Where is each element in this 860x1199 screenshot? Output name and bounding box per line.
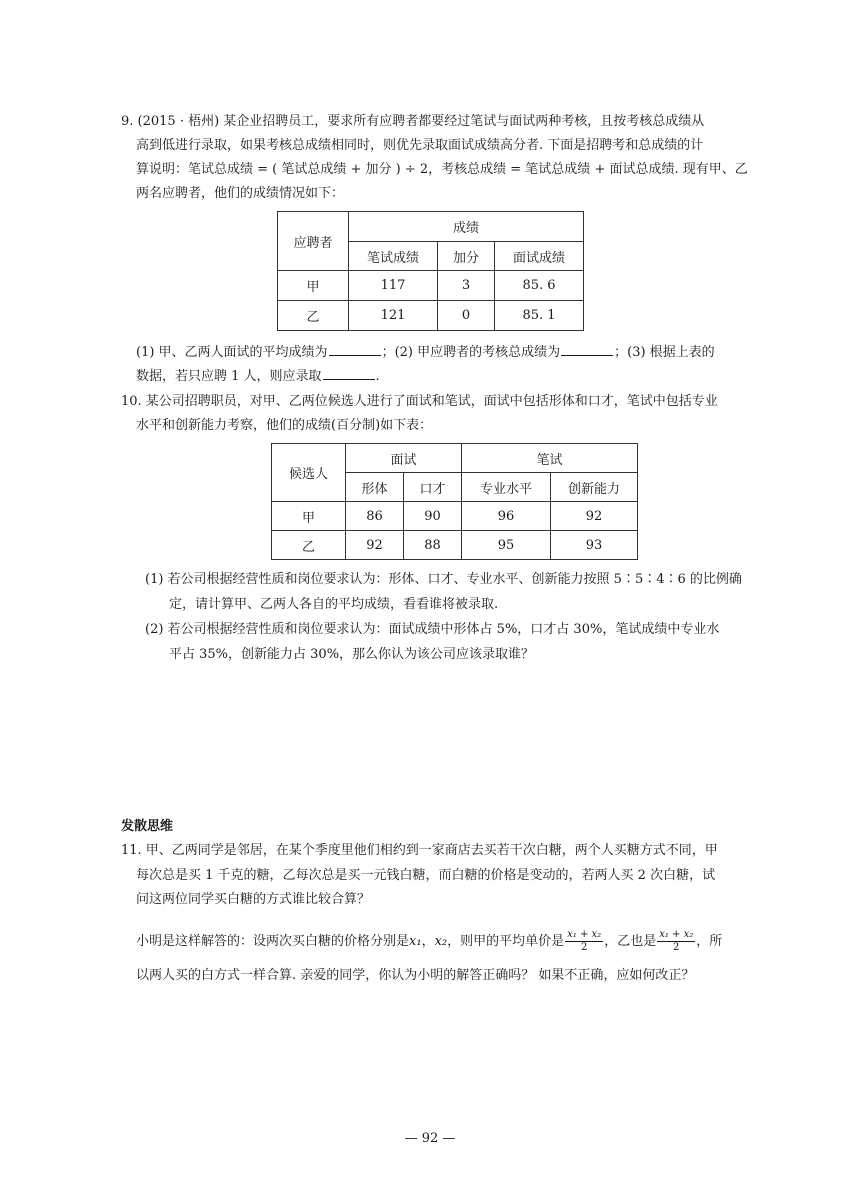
table-row xyxy=(278,271,584,301)
answer-text: ，所 xyxy=(696,934,723,949)
q10-cell-professional: 95 xyxy=(462,531,551,560)
q10-part-1-line-2: 定，请计算甲、乙两人各自的平均成绩，看看谁将被录取. xyxy=(169,597,499,612)
q10-cell-eloquence: 90 xyxy=(404,502,462,531)
q9-sub-3: ；(3) 根据上表的 xyxy=(614,345,715,360)
q9-cell-name: 乙 xyxy=(278,301,349,331)
table-row xyxy=(272,502,638,531)
q9-cell-name: 甲 xyxy=(278,271,349,301)
answer-blank[interactable] xyxy=(323,367,375,380)
q10-cell-name: 甲 xyxy=(272,502,346,531)
q10-part-2-line-1: (2) 若公司根据经营性质和岗位要求认为：面试成绩中形体占 5%，口才占 30%，笔试成绩中专业水 xyxy=(145,622,720,637)
fraction-denominator: 2 xyxy=(673,942,680,953)
answer-blank[interactable] xyxy=(329,343,381,356)
q10-line-2: 水平和创新能力考察，他们的成绩(百分制)如下表： xyxy=(136,418,433,433)
fraction-numerator: x₁ + x₂ xyxy=(567,929,602,940)
q10-header-innovation: 创新能力 xyxy=(551,473,638,502)
section-title: 发散思维 xyxy=(121,819,174,834)
q10-part-1-line-1: (1) 若公司根据经营性质和岗位要求认为：形体、口才、专业水平、创新能力按照 5∶5∶4∶6 的比例确 xyxy=(145,572,742,587)
q9-subquestions-line-2 xyxy=(136,367,380,386)
q10-header-appearance: 形体 xyxy=(346,473,404,502)
answer-text: 小明是这样解答的：设两次买白糖的价格分别是 xyxy=(136,934,410,949)
q10-cell-innovation: 92 xyxy=(551,502,638,531)
q9-line-2: 高到低进行录取，如果考核总成绩相同时，则优先录取面试成绩高分者. 下面是招聘考和总成绩的计 xyxy=(136,138,704,153)
q10-line-1: 10. 某公司招聘职员，对甲、乙两位候选人进行了面试和笔试，面试中包括形体和口才，笔试中包括专业 xyxy=(121,394,718,409)
q10-score-table xyxy=(271,443,638,560)
fraction xyxy=(657,929,695,954)
period: . xyxy=(375,369,380,384)
q9-cell-bonus: 0 xyxy=(438,301,495,331)
q9-header-written: 笔试成绩 xyxy=(349,242,438,271)
q10-header-professional: 专业水平 xyxy=(462,473,551,502)
q9-score-table xyxy=(277,211,584,331)
q9-line-1: 9. (2015 · 梧州) 某企业招聘员工，要求所有应聘者都要经过笔试与面试两种考核，且按考核总成绩从 xyxy=(121,114,705,129)
q10-cell-name: 乙 xyxy=(272,531,346,560)
page-number: — 92 — xyxy=(404,1131,456,1146)
q9-line-4: 两名应聘者，他们的成绩情况如下： xyxy=(136,186,345,201)
q9-sub-3-cont: 数据，若只应聘 1 人，则应录取 xyxy=(136,369,322,384)
q9-header-interview: 面试成绩 xyxy=(495,242,584,271)
q9-cell-bonus: 3 xyxy=(438,271,495,301)
var-x2: x₂ xyxy=(434,934,448,949)
q9-header-score: 成绩 xyxy=(349,212,584,242)
q9-subquestions-line-1 xyxy=(136,343,715,362)
q11-line-1: 11. 甲、乙两同学是邻居，在某个季度里他们相约到一家商店去买若干次白糖，两个人买糖方式不同，甲 xyxy=(121,843,718,858)
q10-part-2-line-2: 平占 35%，创新能力占 30%，那么你认为该公司应该录取谁？ xyxy=(169,647,535,662)
q9-cell-written: 117 xyxy=(349,271,438,301)
answer-blank[interactable] xyxy=(561,343,613,356)
q10-cell-innovation: 93 xyxy=(551,531,638,560)
q9-sub-1: (1) 甲、乙两人面试的平均成绩为 xyxy=(136,345,328,360)
q10-cell-professional: 96 xyxy=(462,502,551,531)
q9-header-applicant: 应聘者 xyxy=(278,212,349,271)
q10-header-candidate: 候选人 xyxy=(272,444,346,502)
answer-text: ，乙也是 xyxy=(604,934,657,949)
q9-cell-interview: 85. 1 xyxy=(495,301,584,331)
q10-header-written: 笔试 xyxy=(462,444,638,473)
q10-cell-appearance: 92 xyxy=(346,531,404,560)
q11-answer-line-2: 以两人买的白方式一样合算. 亲爱的同学，你认为小明的解答正确吗？ 如果不正确，应如何改正？ xyxy=(136,968,695,983)
q10-header-interview: 面试 xyxy=(346,444,462,473)
q9-sub-2: ；(2) 甲应聘者的考核总成绩为 xyxy=(381,345,561,360)
q11-line-2: 每次总是买 1 千克的糖，乙每次总是买一元钱白糖，而白糖的价格是变动的，若两人买 2 次白糖，试 xyxy=(136,868,716,883)
comma: ， xyxy=(421,934,435,949)
table-row xyxy=(278,301,584,331)
q10-header-eloquence: 口才 xyxy=(404,473,462,502)
q10-cell-eloquence: 88 xyxy=(404,531,462,560)
var-x1: x₁ xyxy=(409,934,422,949)
fraction-numerator: x₁ + x₂ xyxy=(659,929,694,940)
q11-answer-line-1 xyxy=(136,928,722,956)
q10-cell-appearance: 86 xyxy=(346,502,404,531)
answer-text: ，则甲的平均单价是 xyxy=(447,934,565,949)
fraction-denominator: 2 xyxy=(580,942,588,953)
q9-header-bonus: 加分 xyxy=(438,242,495,271)
q11-line-3: 问这两位同学买白糖的方式谁比较合算？ xyxy=(136,892,371,907)
q9-line-3: 算说明：笔试总成绩 = ( 笔试总成绩 + 加分 ) ÷ 2，考核总成绩 = 笔试总成绩 + 面试总成绩. 现有甲、乙 xyxy=(136,162,748,177)
fraction xyxy=(565,929,603,954)
table-row xyxy=(272,531,638,560)
q9-cell-written: 121 xyxy=(349,301,438,331)
q9-cell-interview: 85. 6 xyxy=(495,271,584,301)
